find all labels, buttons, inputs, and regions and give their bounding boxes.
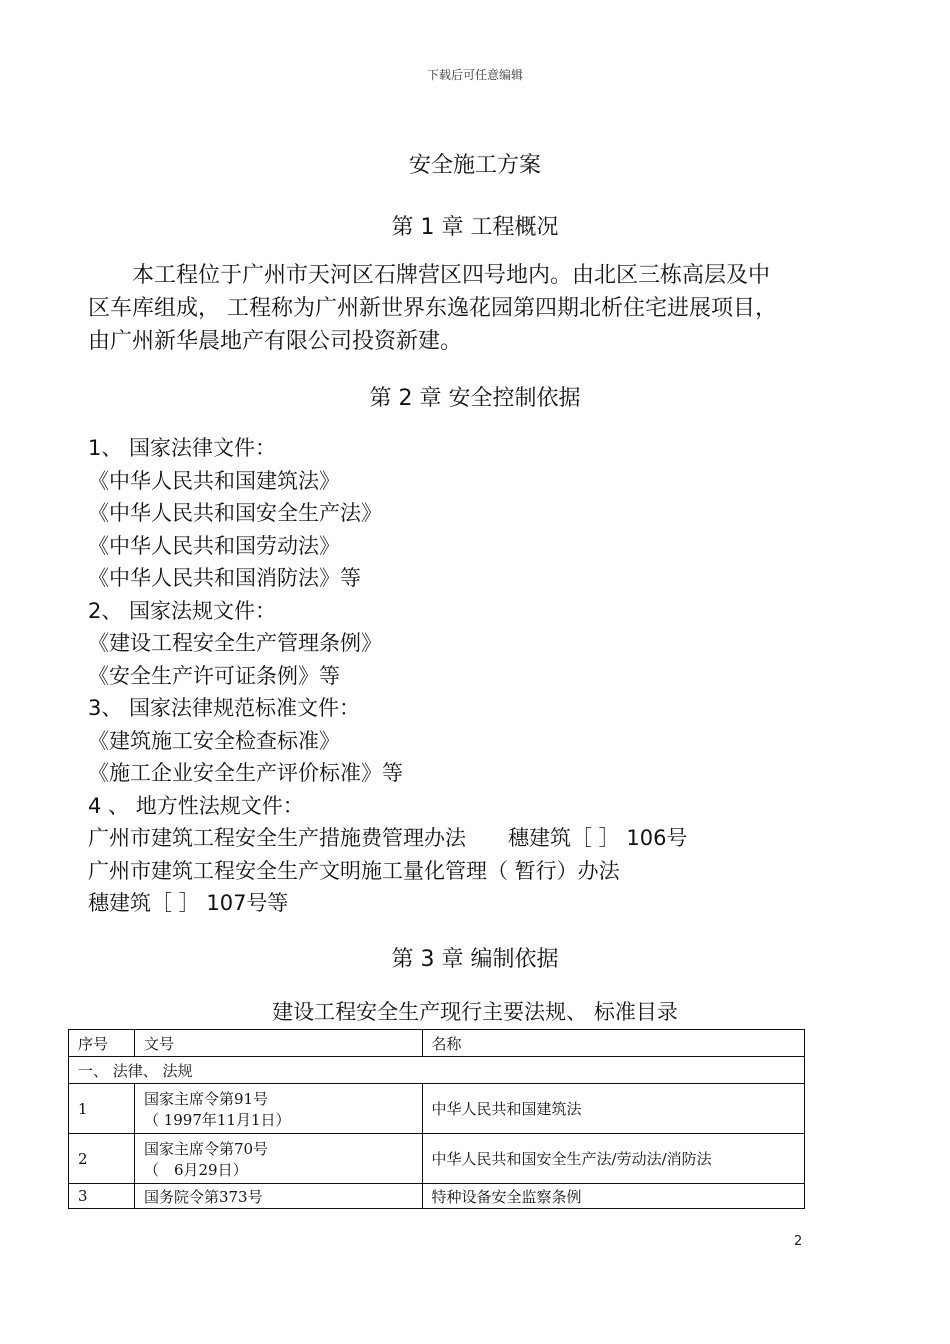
- row-document-line: 国家主席令第70号: [143, 1139, 269, 1158]
- regulations-table: [68, 1029, 805, 1209]
- chapter-1-paragraph-line: 区车库组成， 工程称为广州新世界东逸花园第四期北析住宅进展项目，: [88, 296, 777, 321]
- row-name: 特种设备安全监察条例: [422, 1184, 804, 1209]
- basis-list-item: 《中华人民共和国消防法》等: [88, 566, 361, 590]
- basis-list-item: 《建筑施工安全检查标准》: [88, 729, 340, 753]
- row-name: 中华人民共和国安全生产法/劳动法/消防法: [422, 1134, 804, 1184]
- basis-list-item: 《中华人民共和国建筑法》: [88, 469, 340, 493]
- basis-list-item: 《安全生产许可证条例》等: [88, 664, 340, 688]
- row-number: 2: [69, 1134, 135, 1184]
- page-header-note: 下载后可任意编辑: [426, 68, 523, 82]
- basis-list-item: 《中华人民共和国劳动法》: [88, 534, 340, 558]
- table-row: [69, 1184, 805, 1209]
- page-number: 2: [794, 1234, 803, 1249]
- column-header-doc: 文号: [134, 1030, 422, 1057]
- basis-list-item: 《建设工程安全生产管理条例》: [88, 631, 382, 655]
- table-title: 建设工程安全生产现行主要法规、 标准目录: [272, 1000, 678, 1024]
- basis-list-item: 穗建筑［ ］ 107号等: [88, 891, 289, 915]
- row-document-date: （ 1997年11月1日）: [143, 1110, 291, 1129]
- basis-list-item: 《中华人民共和国安全生产法》: [88, 501, 382, 525]
- row-document-date: （ 6月29日）: [143, 1160, 248, 1179]
- basis-list-item: 2、 国家法规文件：: [88, 599, 277, 623]
- chapter-3-heading: 第 3 章 编制依据: [391, 947, 559, 972]
- chapter-2-heading: 第 2 章 安全控制依据: [369, 386, 581, 411]
- row-document: [134, 1084, 422, 1134]
- column-header-no: 序号: [69, 1030, 135, 1057]
- row-document: [134, 1134, 422, 1184]
- basis-list-item: 《施工企业安全生产评价标准》等: [88, 761, 403, 785]
- chapter-1-heading: 第 1 章 工程概况: [391, 215, 559, 240]
- basis-list-item: 广州市建筑工程安全生产文明施工量化管理（ 暂行）办法: [88, 859, 620, 883]
- section-label: 一、 法律、 法规: [69, 1057, 805, 1084]
- row-number: 3: [69, 1184, 135, 1209]
- basis-list-item: 3、 国家法律规范标准文件：: [88, 696, 361, 720]
- table-section-row: [69, 1057, 805, 1084]
- basis-list-item: 广州市建筑工程安全生产措施费管理办法 穗建筑［ ］ 106号: [88, 826, 688, 850]
- row-number: 1: [69, 1084, 135, 1134]
- basis-list-item: 4 、 地方性法规文件：: [88, 794, 304, 818]
- row-document-line: 国家主席令第91号: [143, 1089, 269, 1108]
- table-header-row: [69, 1030, 805, 1057]
- row-document: 国务院令第373号: [134, 1184, 422, 1209]
- document-title: 安全施工方案: [408, 153, 541, 178]
- basis-list-item: 1、 国家法律文件：: [88, 436, 277, 460]
- table-row: [69, 1084, 805, 1134]
- chapter-1-paragraph-line: 由广州新华晨地产有限公司投资新建。: [88, 329, 463, 354]
- row-name: 中华人民共和国建筑法: [422, 1084, 804, 1134]
- column-header-name: 名称: [422, 1030, 804, 1057]
- table-row: [69, 1134, 805, 1184]
- chapter-1-paragraph-line: 本工程位于广州市天河区石牌营区四号地内。由北区三栋高层及中: [88, 263, 771, 288]
